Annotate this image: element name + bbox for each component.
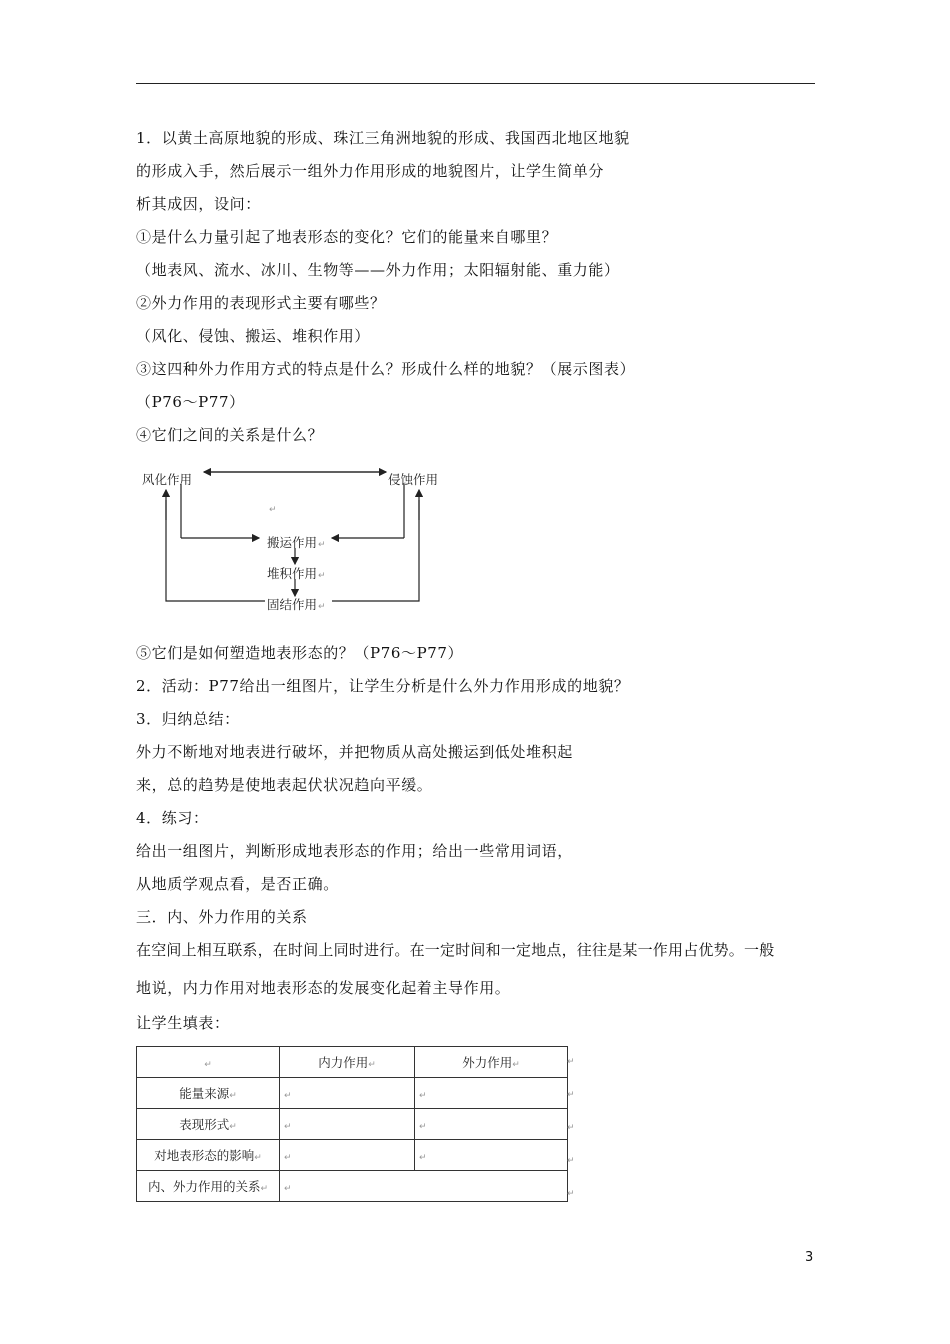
text-line-11: ⑤它们是如何塑造地表形态的？（P76～P77） [136, 644, 464, 662]
text-line-18: 从地质学观点看，是否正确。 [136, 875, 339, 893]
text-line-7: （风化、侵蚀、搬运、堆积作用） [136, 327, 371, 345]
text-line-9: （P76～P77） [136, 393, 245, 411]
table-row-label: 对地表形态的影响↵ [137, 1140, 280, 1171]
text-line-14: 外力不断地对地表进行破坏，并把物质从高处搬运到低处堆积起 [136, 743, 573, 761]
table-row [137, 1078, 568, 1109]
table-cell[interactable]: ↵ [280, 1109, 415, 1140]
table-row-label: 能量来源↵ [137, 1078, 280, 1109]
page-number: 3 [805, 1250, 814, 1265]
text-line-8: ③这四种外力作用方式的特点是什么？形成什么样的地貌？（展示图表） [136, 360, 636, 378]
table-row-label: 内、外力作用的关系↵ [137, 1171, 280, 1202]
text-line-6: ②外力作用的表现形式主要有哪些？ [136, 294, 386, 312]
table-row-end-mark: ↵ [567, 1156, 575, 1166]
fill-in-table [136, 1046, 568, 1202]
table-cell[interactable]: ↵ [415, 1109, 568, 1140]
text-line-4: ①是什么力量引起了地表形态的变化？它们的能量来自哪里？ [136, 228, 558, 246]
diagram-mark-center: ↵ [269, 505, 277, 515]
diagram-label-deposition: 堆积作用↵ [267, 566, 326, 581]
text-line-22: 让学生填表： [136, 1014, 230, 1032]
header-rule [136, 83, 815, 84]
text-line-20: 在空间上相互联系，在时间上同时进行。在一定时间和一定地点，往往是某一作用占优势。一般 [136, 941, 775, 959]
table-cell[interactable]: ↵ [415, 1078, 568, 1109]
text-line-2: 的形成入手，然后展示一组外力作用形成的地貌图片，让学生简单分 [136, 162, 605, 180]
text-line-17: 给出一组图片，判断形成地表形态的作用；给出一些常用词语， [136, 842, 573, 860]
table-row [137, 1140, 568, 1171]
diagram-label-erosion: 侵蚀作用 [388, 472, 439, 487]
table-cell-merged[interactable]: ↵ [280, 1171, 568, 1202]
line-lithification-to-erosion [332, 500, 419, 601]
table-header-internal: 内力作用↵ [280, 1047, 415, 1078]
text-line-10: ④它们之间的关系是什么？ [136, 426, 324, 444]
table-row [137, 1109, 568, 1140]
table-header-blank: ↵ [137, 1047, 280, 1078]
diagram-label-lithification: 固结作用↵ [267, 597, 326, 612]
table-row-end-mark: ↵ [567, 1090, 575, 1100]
section-heading: 三．内、外力作用的关系 [136, 908, 308, 926]
table-row-end-mark: ↵ [567, 1189, 575, 1199]
diagram-label-weathering: 风化作用 [142, 472, 193, 487]
table-cell[interactable]: ↵ [280, 1140, 415, 1171]
table-row-label: 表现形式↵ [137, 1109, 280, 1140]
table-row-end-mark: ↵ [567, 1123, 575, 1133]
table-header-row [137, 1047, 568, 1078]
table-cell[interactable]: ↵ [415, 1140, 568, 1171]
text-line-3: 析其成因，设问： [136, 195, 261, 213]
external-force-cycle-diagram [136, 460, 452, 615]
text-line-13: 3．归纳总结： [136, 710, 240, 728]
text-line-5: （地表风、流水、冰川、生物等——外力作用；太阳辐射能、重力能） [136, 261, 620, 279]
text-line-1: 1．以黄土高原地貌的形成、珠江三角洲地貌的形成、我国西北地区地貌 [136, 129, 630, 147]
table-row-end-mark: ↵ [567, 1057, 575, 1067]
fill-in-table-wrapper [136, 1046, 568, 1202]
text-line-15: 来，总的趋势是使地表起伏状况趋向平缓。 [136, 776, 433, 794]
table-row [137, 1171, 568, 1202]
text-line-21: 地说，内力作用对地表形态的发展变化起着主导作用。 [136, 979, 511, 997]
table-cell[interactable]: ↵ [280, 1078, 415, 1109]
diagram-label-transport: 搬运作用↵ [267, 535, 326, 550]
text-line-12: 2．活动：P77给出一组图片，让学生分析是什么外力作用形成的地貌？ [136, 677, 630, 695]
table-header-external: 外力作用↵ [415, 1047, 568, 1078]
text-line-16: 4．练习： [136, 809, 209, 827]
